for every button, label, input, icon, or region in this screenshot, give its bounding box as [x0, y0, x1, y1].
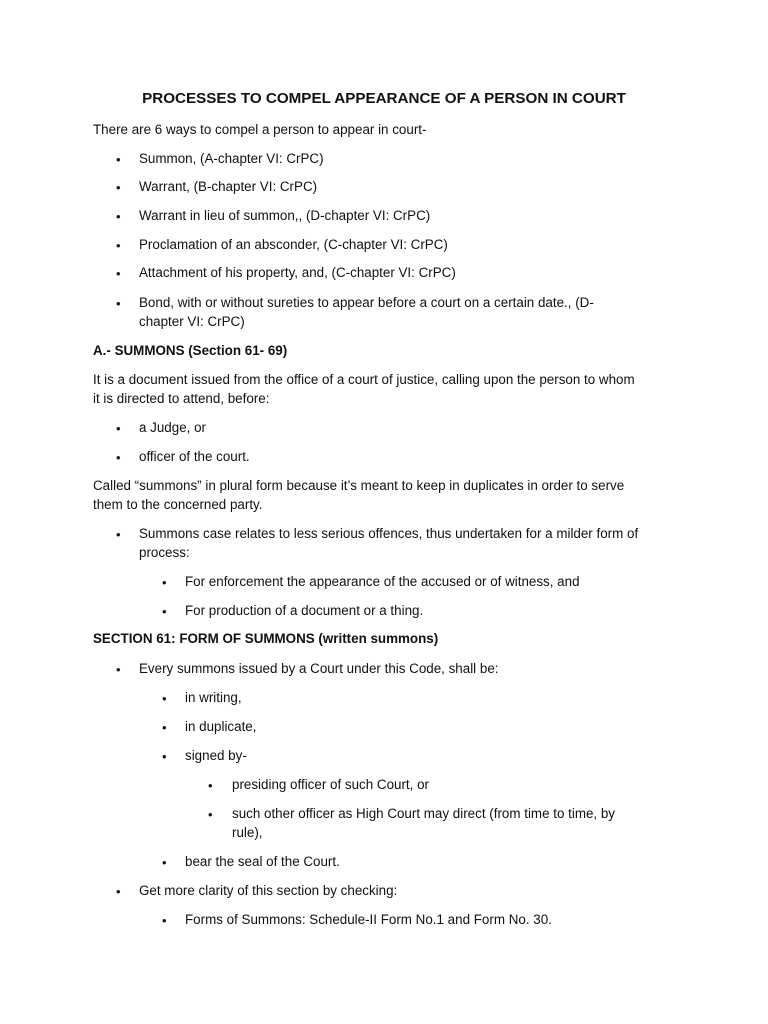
- list-item: Warrant, (B-chapter VI: CrPC): [139, 179, 318, 194]
- bullet: •: [116, 662, 121, 677]
- list-item: Summons case relates to less serious offences, thus undertaken for a milder form of: [139, 526, 639, 541]
- list-item: signed by-: [185, 748, 247, 763]
- bullet: •: [116, 296, 121, 311]
- section-heading-61: SECTION 61: FORM OF SUMMONS (written summons): [93, 631, 439, 646]
- paragraph-line: It is a document issued from the office of a court of justice, calling upon the person to whom: [93, 372, 635, 387]
- bullet: •: [208, 778, 213, 793]
- list-item: in writing,: [185, 690, 242, 705]
- list-item: Proclamation of an absconder, (C-chapter VI: CrPC): [139, 237, 448, 252]
- list-item: bear the seal of the Court.: [185, 854, 340, 869]
- list-item-continuation: chapter VI: CrPC): [139, 314, 245, 329]
- bullet: •: [116, 238, 121, 253]
- list-item: presiding officer of such Court, or: [232, 777, 429, 792]
- bullet: •: [162, 913, 167, 928]
- bullet: •: [162, 749, 167, 764]
- list-item: officer of the court.: [139, 449, 250, 464]
- bullet: •: [162, 691, 167, 706]
- intro-text: There are 6 ways to compel a person to appear in court-: [93, 122, 427, 137]
- document-title: PROCESSES TO COMPEL APPEARANCE OF A PERSON IN COURT: [142, 90, 626, 107]
- bullet: •: [116, 450, 121, 465]
- bullet: •: [116, 266, 121, 281]
- bullet: •: [162, 575, 167, 590]
- list-item: such other officer as High Court may direct (from time to time, by: [232, 806, 616, 821]
- list-item: Every summons issued by a Court under this Code, shall be:: [139, 661, 499, 676]
- section-heading-summons: A.- SUMMONS (Section 61- 69): [93, 343, 288, 358]
- list-item: in duplicate,: [185, 719, 257, 734]
- list-item-continuation: process:: [139, 545, 190, 560]
- bullet: •: [116, 421, 121, 436]
- list-item: a Judge, or: [139, 420, 206, 435]
- list-item: For production of a document or a thing.: [185, 603, 424, 618]
- list-item: Summon, (A-chapter VI: CrPC): [139, 151, 324, 166]
- paragraph-line: Called “summons” in plural form because it’s meant to keep in duplicates in order to serve: [93, 478, 625, 493]
- bullet: •: [116, 884, 121, 899]
- bullet: •: [162, 855, 167, 870]
- bullet: •: [116, 152, 121, 167]
- bullet: •: [116, 527, 121, 542]
- list-item: Warrant in lieu of summon,, (D-chapter VI: CrPC): [139, 208, 431, 223]
- bullet: •: [116, 180, 121, 195]
- list-item: Get more clarity of this section by checking:: [139, 883, 398, 898]
- bullet: •: [162, 720, 167, 735]
- list-item: Forms of Summons: Schedule-II Form No.1 and Form No. 30.: [185, 912, 552, 927]
- bullet: •: [162, 604, 167, 619]
- bullet: •: [116, 209, 121, 224]
- list-item: Bond, with or without sureties to appear before a court on a certain date., (D-: [139, 295, 594, 310]
- list-item-continuation: rule),: [232, 825, 263, 840]
- list-item: For enforcement the appearance of the accused or of witness, and: [185, 574, 580, 589]
- bullet: •: [208, 807, 213, 822]
- paragraph-line: them to the concerned party.: [93, 497, 263, 512]
- list-item: Attachment of his property, and, (C-chapter VI: CrPC): [139, 265, 456, 280]
- paragraph-line: it is directed to attend, before:: [93, 391, 270, 406]
